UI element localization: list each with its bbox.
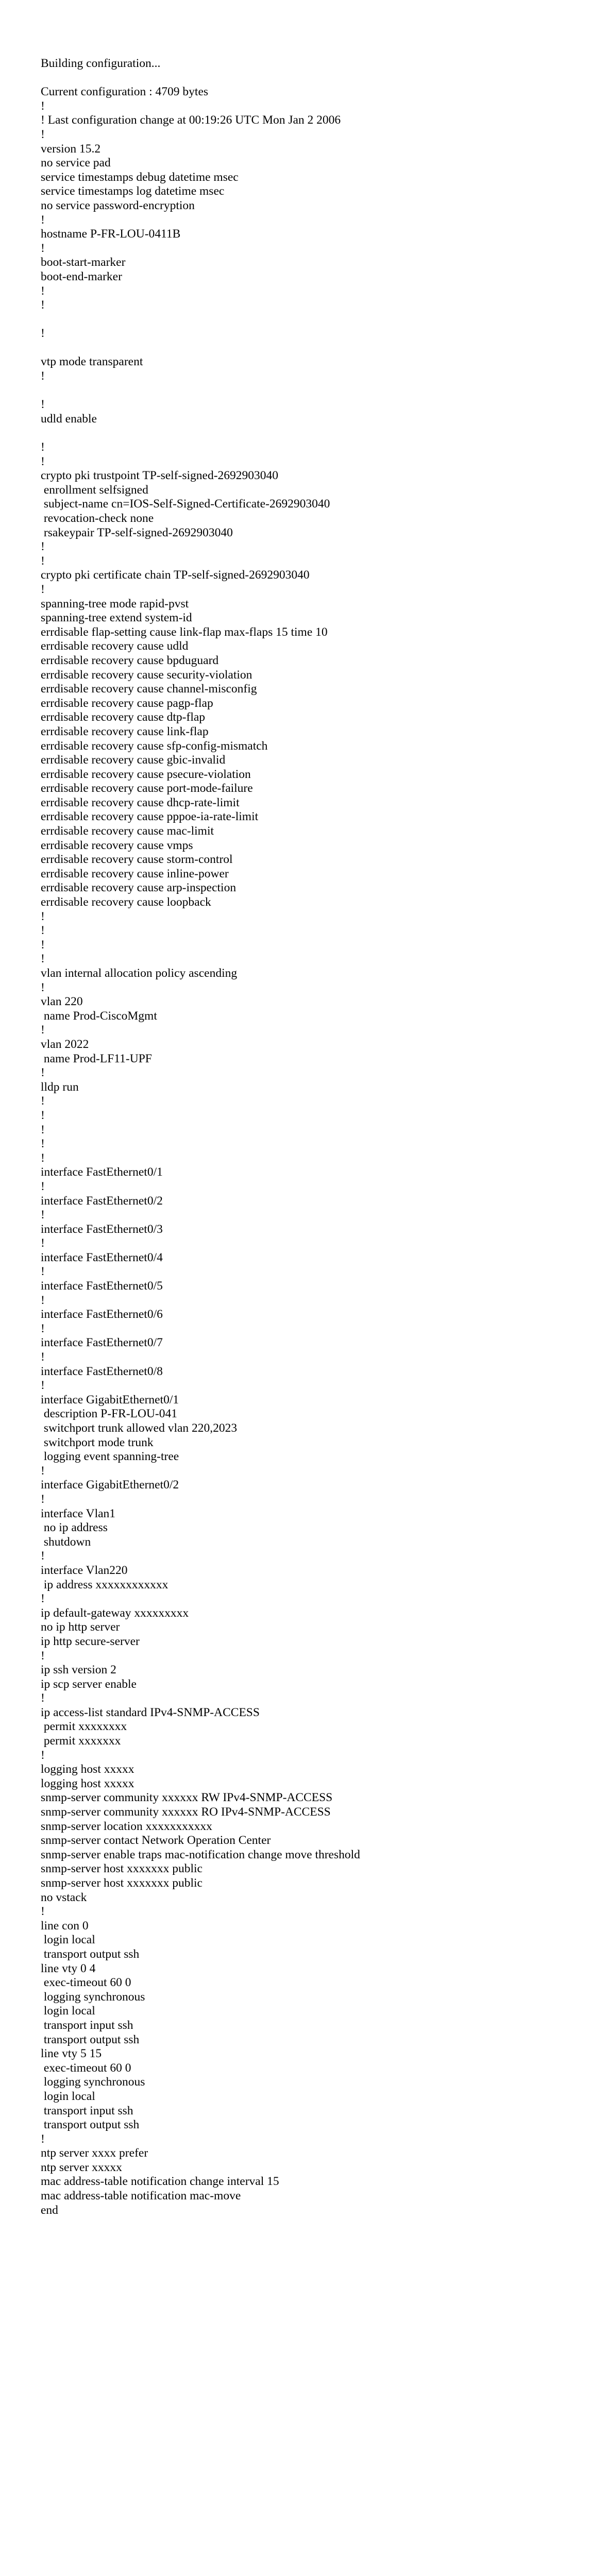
config-line: ! xyxy=(41,454,45,468)
config-line: ! xyxy=(41,1208,45,1222)
config-line xyxy=(41,313,577,327)
config-line: ip http secure-server xyxy=(41,1634,140,1648)
config-line: ! xyxy=(41,924,45,938)
config-line: errdisable recovery cause bpduguard xyxy=(41,653,219,667)
config-line: interface FastEthernet0/2 xyxy=(41,1194,163,1208)
config-line: ntp server xxxx prefer xyxy=(41,2146,148,2160)
config-line: crypto pki trustpoint TP-self-signed-2692903040 xyxy=(41,469,279,483)
config-line: exec-timeout 60 0 xyxy=(41,1976,131,1990)
config-line: description P-FR-LOU-041 xyxy=(41,1407,178,1421)
config-line: errdisable recovery cause inline-power xyxy=(41,867,229,880)
config-line: ip ssh version 2 xyxy=(41,1663,116,1677)
config-line: login local xyxy=(41,1933,95,1947)
config-line: Current configuration : 4709 bytes xyxy=(41,85,209,99)
config-line: mac address-table notification change interval 15 xyxy=(41,2175,279,2189)
config-line: transport input ssh xyxy=(41,2104,133,2117)
config-line: errdisable recovery cause sfp-config-mismatch xyxy=(41,739,268,753)
config-line: transport input ssh xyxy=(41,2018,133,2032)
config-line: no ip address xyxy=(41,1521,108,1535)
config-line: ! xyxy=(41,1464,45,1478)
config-line: errdisable recovery cause arp-inspection xyxy=(41,881,237,895)
config-line: switchport mode trunk xyxy=(41,1435,154,1449)
config-line: shutdown xyxy=(41,1535,91,1549)
config-line: login local xyxy=(41,2089,95,2103)
config-line: errdisable flap-setting cause link-flap max-flaps 15 time 10 xyxy=(41,625,328,639)
config-line: errdisable recovery cause security-violation xyxy=(41,668,252,682)
config-line: permit xxxxxxxx xyxy=(41,1720,127,1734)
config-line: ! xyxy=(41,241,45,255)
config-line: ! xyxy=(41,298,45,312)
config-line: boot-start-marker xyxy=(41,256,126,269)
config-line: interface Vlan1 xyxy=(41,1506,116,1520)
config-line: snmp-server enable traps mac-notification change move threshold xyxy=(41,1848,360,1861)
config-line: ! xyxy=(41,1179,45,1193)
config-line: errdisable recovery cause dhcp-rate-limit xyxy=(41,795,240,809)
config-line: ! xyxy=(41,1321,45,1335)
config-line: errdisable recovery cause channel-misconfig xyxy=(41,682,257,696)
config-line: interface FastEthernet0/4 xyxy=(41,1250,163,1264)
config-line: ! xyxy=(41,327,45,341)
config-line: no service pad xyxy=(41,156,111,170)
config-line: vtp mode transparent xyxy=(41,355,143,369)
config-line: ! xyxy=(41,1151,45,1165)
config-line: ip default-gateway xxxxxxxxx xyxy=(41,1606,189,1620)
config-line: logging host xxxxx xyxy=(41,1776,134,1790)
config-line: Building configuration... xyxy=(41,57,161,70)
config-line: logging synchronous xyxy=(41,1990,145,2004)
config-line: end xyxy=(41,2203,58,2217)
config-line: ! Last configuration change at 00:19:26 UTC Mon Jan 2 2006 xyxy=(41,113,341,127)
config-line: snmp-server location xxxxxxxxxxx xyxy=(41,1819,212,1833)
config-line: ! xyxy=(41,1379,45,1393)
config-line: name Prod-LF11-UPF xyxy=(41,1052,152,1065)
config-line: ! xyxy=(41,284,45,298)
config-line: ! xyxy=(41,1236,45,1250)
config-line: revocation-check none xyxy=(41,512,154,525)
config-line xyxy=(41,71,577,86)
config-line: subject-name cn=IOS-Self-Signed-Certificate-2692903040 xyxy=(41,497,330,511)
config-line: ! xyxy=(41,398,45,412)
config-line xyxy=(41,384,577,398)
config-line: ! xyxy=(41,1905,45,1919)
config-line: service timestamps debug datetime msec xyxy=(41,170,239,184)
config-line: errdisable recovery cause psecure-violation xyxy=(41,767,251,781)
config-line: snmp-server contact Network Operation Center xyxy=(41,1834,271,1848)
config-line: errdisable recovery cause loopback xyxy=(41,895,211,909)
config-line: exec-timeout 60 0 xyxy=(41,2061,131,2075)
config-line: errdisable recovery cause vmps xyxy=(41,838,193,852)
config-line: errdisable recovery cause mac-limit xyxy=(41,824,214,838)
config-line: ! xyxy=(41,952,45,966)
config-line: line vty 0 4 xyxy=(41,1961,96,1975)
config-line: ! xyxy=(41,1023,45,1037)
config-line: ! xyxy=(41,554,45,568)
config-line: errdisable recovery cause pagp-flap xyxy=(41,696,213,710)
config-line: logging event spanning-tree xyxy=(41,1450,179,1464)
config-line: errdisable recovery cause storm-control xyxy=(41,853,233,867)
config-line: ! xyxy=(41,1265,45,1279)
config-line xyxy=(41,341,577,355)
config-line: interface FastEthernet0/6 xyxy=(41,1308,163,1321)
config-line: ! xyxy=(41,1549,45,1563)
config-line: ! xyxy=(41,1066,45,1080)
config-line: ! xyxy=(41,1350,45,1364)
config-line: interface FastEthernet0/8 xyxy=(41,1364,163,1378)
config-line: hostname P-FR-LOU-0411B xyxy=(41,227,181,241)
config-line: no ip http server xyxy=(41,1620,120,1634)
config-line: spanning-tree mode rapid-pvst xyxy=(41,597,189,611)
config-line: ! xyxy=(41,1691,45,1705)
config-line: transport output ssh xyxy=(41,2032,140,2046)
config-line: line vty 5 15 xyxy=(41,2047,102,2061)
config-line: ! xyxy=(41,369,45,383)
config-line: crypto pki certificate chain TP-self-signed-2692903040 xyxy=(41,568,310,582)
config-line: interface FastEthernet0/5 xyxy=(41,1279,163,1293)
config-line: no vstack xyxy=(41,1890,87,1904)
config-line: ! xyxy=(41,1592,45,1606)
config-line: transport output ssh xyxy=(41,1947,140,1961)
config-line: ! xyxy=(41,980,45,994)
config-line: ! xyxy=(41,540,45,554)
config-line: ntp server xxxxx xyxy=(41,2160,122,2174)
config-line: ! xyxy=(41,582,45,596)
config-line: ! xyxy=(41,1649,45,1663)
config-line: name Prod-CiscoMgmt xyxy=(41,1009,157,1023)
config-line: line con 0 xyxy=(41,1919,89,1933)
config-line: ! xyxy=(41,1094,45,1108)
config-line: ! xyxy=(41,938,45,952)
config-line: ip access-list standard IPv4-SNMP-ACCESS xyxy=(41,1705,260,1719)
config-line: ! xyxy=(41,1492,45,1506)
config-line: ! xyxy=(41,213,45,227)
config-line: snmp-server community xxxxxx RO IPv4-SNMP-ACCESS xyxy=(41,1805,331,1819)
config-line: ! xyxy=(41,1293,45,1307)
config-line: errdisable recovery cause udld xyxy=(41,639,189,653)
config-line: snmp-server host xxxxxxx public xyxy=(41,1876,203,1890)
config-line: ! xyxy=(41,1748,45,1762)
config-line: interface GigabitEthernet0/2 xyxy=(41,1478,179,1492)
config-line: login local xyxy=(41,2004,95,2018)
config-line: errdisable recovery cause port-mode-failure xyxy=(41,782,253,795)
config-line: service timestamps log datetime msec xyxy=(41,184,225,198)
config-line: ip address xxxxxxxxxxxx xyxy=(41,1578,168,1591)
config-line: ! xyxy=(41,1108,45,1122)
config-line: no service password-encryption xyxy=(41,198,195,212)
config-line: ! xyxy=(41,99,45,113)
config-line: vlan 2022 xyxy=(41,1037,89,1051)
config-line: udld enable xyxy=(41,412,97,426)
config-line: snmp-server community xxxxxx RW IPv4-SNMP-ACCESS xyxy=(41,1791,333,1805)
config-line: boot-end-marker xyxy=(41,269,122,283)
config-line: errdisable recovery cause pppoe-ia-rate-limit xyxy=(41,810,259,824)
config-line: errdisable recovery cause dtp-flap xyxy=(41,710,206,724)
config-line: permit xxxxxxx xyxy=(41,1734,121,1748)
config-line: lldp run xyxy=(41,1080,79,1094)
config-line: rsakeypair TP-self-signed-2692903040 xyxy=(41,526,233,539)
config-line: vlan internal allocation policy ascending xyxy=(41,967,238,980)
config-line: ! xyxy=(41,909,45,923)
config-line: enrollment selfsigned xyxy=(41,483,148,497)
config-line xyxy=(41,426,577,440)
config-line: transport output ssh xyxy=(41,2118,140,2132)
config-line: ip scp server enable xyxy=(41,1677,137,1691)
config-line: ! xyxy=(41,2132,45,2146)
config-line: interface FastEthernet0/3 xyxy=(41,1222,163,1236)
config-line: mac address-table notification mac-move xyxy=(41,2189,241,2203)
config-line: version 15.2 xyxy=(41,142,101,156)
config-line: snmp-server host xxxxxxx public xyxy=(41,1862,203,1876)
config-line: ! xyxy=(41,440,45,454)
config-line: errdisable recovery cause link-flap xyxy=(41,724,209,738)
config-line: errdisable recovery cause gbic-invalid xyxy=(41,753,226,767)
config-line: interface Vlan220 xyxy=(41,1563,128,1577)
config-line: ! xyxy=(41,127,45,141)
config-line: interface FastEthernet0/1 xyxy=(41,1165,163,1179)
config-line: vlan 220 xyxy=(41,995,83,1009)
config-line: ! xyxy=(41,1123,45,1137)
config-document xyxy=(41,57,577,2217)
config-line: logging host xxxxx xyxy=(41,1762,134,1776)
config-line: interface FastEthernet0/7 xyxy=(41,1336,163,1350)
config-line: interface GigabitEthernet0/1 xyxy=(41,1393,179,1406)
config-line: spanning-tree extend system-id xyxy=(41,611,192,625)
config-line: ! xyxy=(41,1137,45,1151)
config-line: logging synchronous xyxy=(41,2075,145,2089)
config-line: switchport trunk allowed vlan 220,2023 xyxy=(41,1421,238,1435)
